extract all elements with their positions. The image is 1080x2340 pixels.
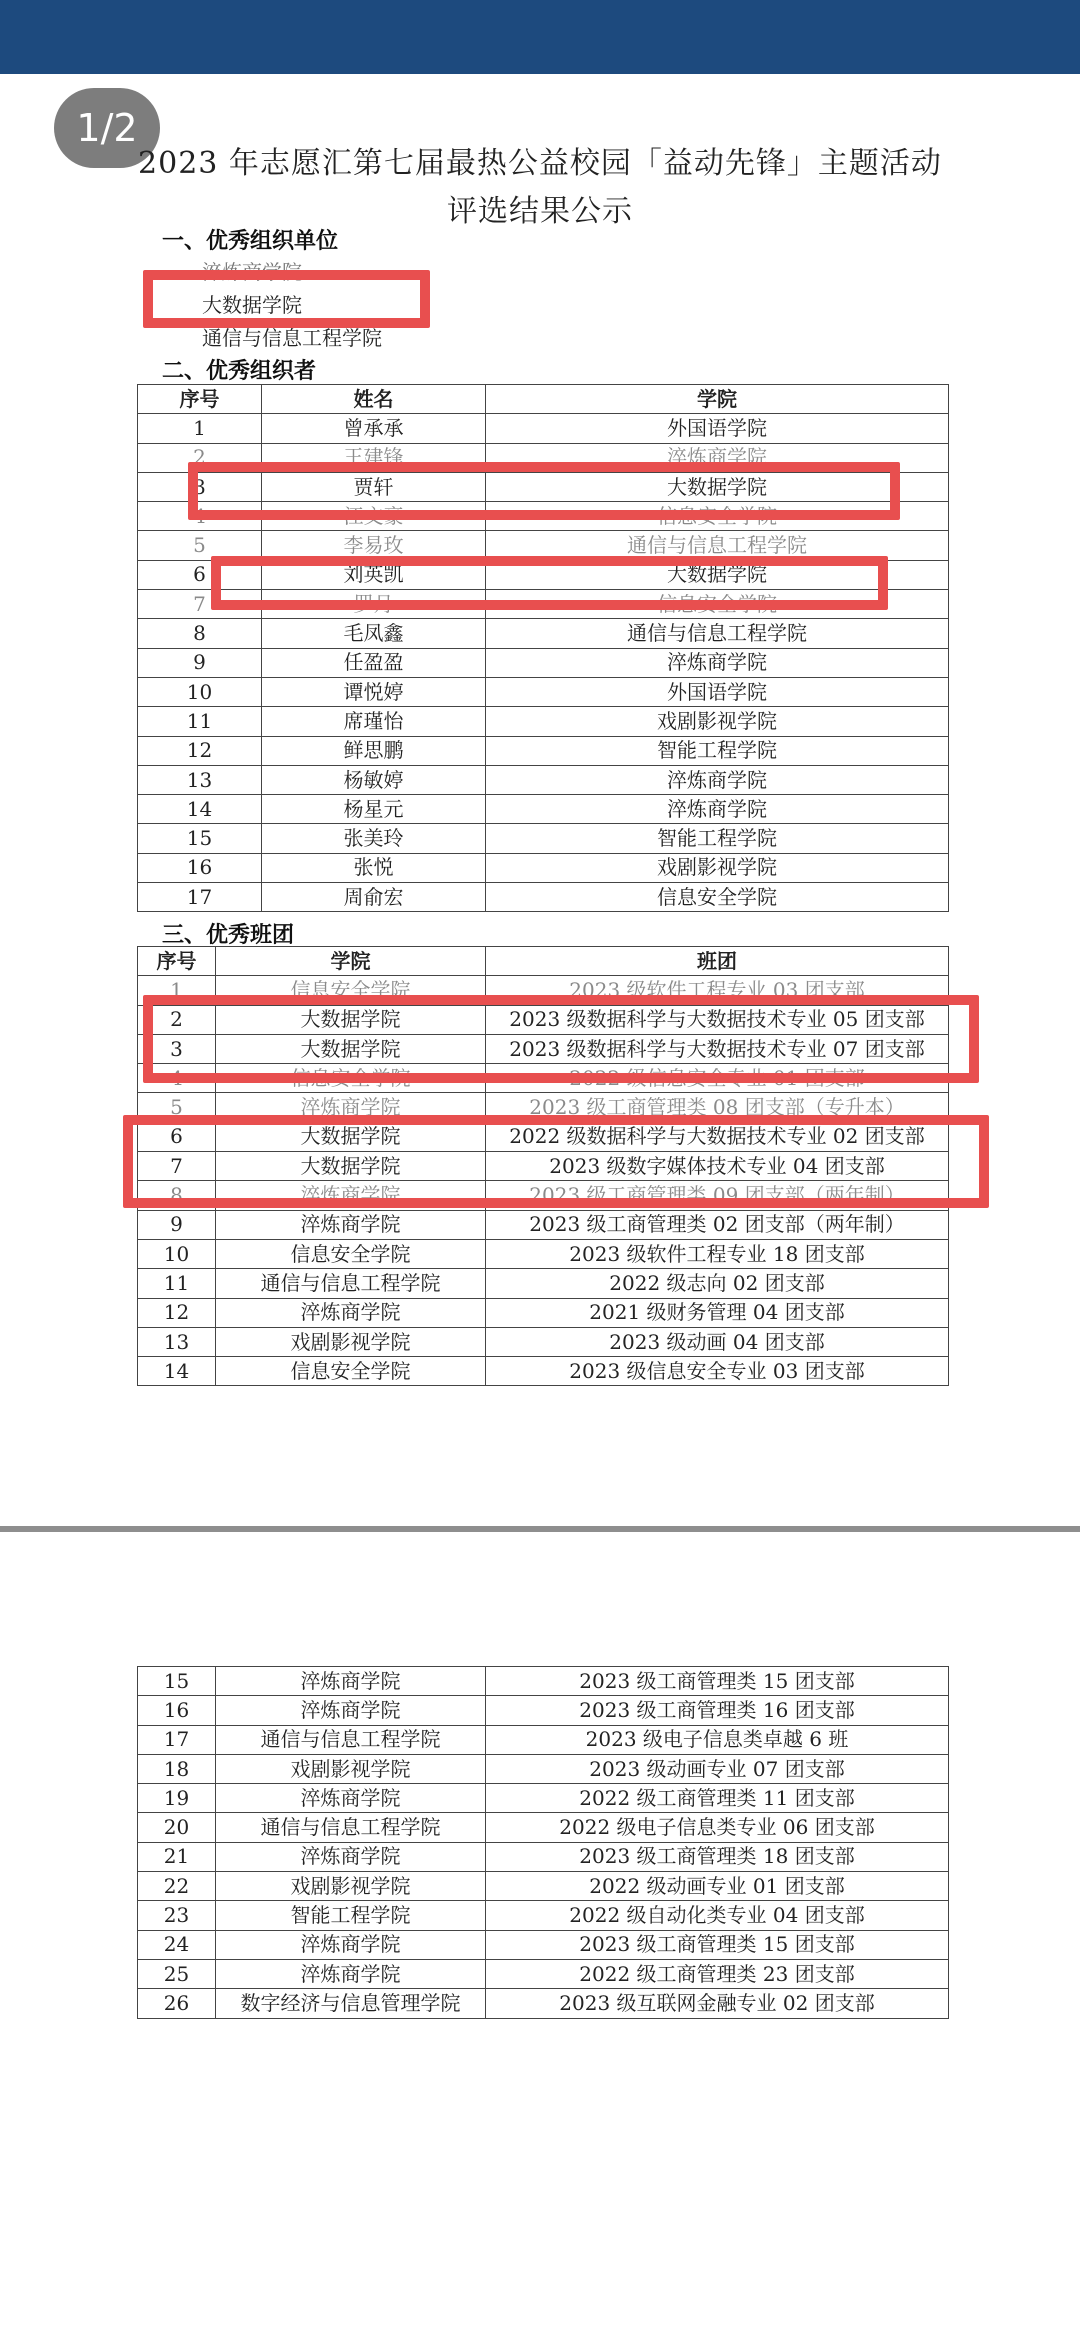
table-cell: 2023 级数据科学与大数据技术专业 05 团支部 bbox=[486, 1005, 949, 1034]
table-cell: 25 bbox=[138, 1959, 216, 1988]
table-row bbox=[138, 1357, 949, 1386]
table-row bbox=[138, 795, 949, 824]
table-cell: 淬炼商学院 bbox=[216, 1093, 486, 1122]
table-cell: 2023 级动画专业 07 团支部 bbox=[486, 1754, 949, 1783]
table-cell: 2023 级软件工程专业 03 团支部 bbox=[486, 976, 949, 1005]
table-cell: 3 bbox=[138, 1034, 216, 1063]
table-cell: 2023 级数字媒体技术专业 04 团支部 bbox=[486, 1152, 949, 1181]
table-cell: 淬炼商学院 bbox=[486, 443, 949, 472]
table-cell: 通信与信息工程学院 bbox=[486, 619, 949, 648]
table-cell: 2023 级动画 04 团支部 bbox=[486, 1327, 949, 1356]
page-divider bbox=[0, 1526, 1080, 1532]
top-app-bar bbox=[0, 0, 1080, 74]
table-cell: 江文豪 bbox=[262, 502, 486, 531]
table-cell: 12 bbox=[138, 736, 262, 765]
org-unit-item: 大数据学院 bbox=[202, 293, 302, 317]
table-cell: 7 bbox=[138, 590, 262, 619]
table-cell: 2023 级软件工程专业 18 团支部 bbox=[486, 1239, 949, 1268]
table-cell: 10 bbox=[138, 677, 262, 706]
table-cell: 毛凤鑫 bbox=[262, 619, 486, 648]
table-cell: 1 bbox=[138, 414, 262, 443]
highlight-box bbox=[143, 270, 430, 328]
table-cell: 淬炼商学院 bbox=[216, 1784, 486, 1813]
table-cell: 大数据学院 bbox=[486, 560, 949, 589]
table-cell: 曾承承 bbox=[262, 414, 486, 443]
table-cell: 2023 级电子信息类卓越 6 班 bbox=[486, 1725, 949, 1754]
table-cell: 信息安全学院 bbox=[216, 1357, 486, 1386]
table-cell: 16 bbox=[138, 1696, 216, 1725]
table-row bbox=[138, 1901, 949, 1930]
table-cell: 淬炼商学院 bbox=[486, 795, 949, 824]
table-row bbox=[138, 619, 949, 648]
table-cell: 17 bbox=[138, 1725, 216, 1754]
table-cell: 2 bbox=[138, 1005, 216, 1034]
table-cell: 刘英凯 bbox=[262, 560, 486, 589]
table-cell: 淬炼商学院 bbox=[216, 1959, 486, 1988]
table-row bbox=[138, 1754, 949, 1783]
table-cell: 19 bbox=[138, 1784, 216, 1813]
table-cell: 淬炼商学院 bbox=[216, 1210, 486, 1239]
table-cell: 谭悦婷 bbox=[262, 677, 486, 706]
table-row bbox=[138, 1784, 949, 1813]
table-row bbox=[138, 853, 949, 882]
table-cell: 杨敏婷 bbox=[262, 765, 486, 794]
class-table-continued bbox=[137, 1666, 949, 2019]
table-cell: 9 bbox=[138, 1210, 216, 1239]
org-unit-item: 通信与信息工程学院 bbox=[202, 326, 382, 350]
table-row bbox=[138, 1842, 949, 1871]
table-cell: 2023 级工商管理类 15 团支部 bbox=[486, 1930, 949, 1959]
table-cell: 2022 级信息安全专业 01 团支部 bbox=[486, 1064, 949, 1093]
highlight-box bbox=[143, 995, 979, 1083]
highlight-box bbox=[211, 556, 888, 610]
table-header-row bbox=[138, 385, 949, 414]
table-cell: 2022 级电子信息类专业 06 团支部 bbox=[486, 1813, 949, 1842]
table-cell: 2023 级数据科学与大数据技术专业 07 团支部 bbox=[486, 1034, 949, 1063]
table-cell: 1 bbox=[138, 976, 216, 1005]
table-cell: 2022 级动画专业 01 团支部 bbox=[486, 1872, 949, 1901]
table-cell: 2023 级工商管理类 18 团支部 bbox=[486, 1842, 949, 1871]
table-row bbox=[138, 883, 949, 912]
table-cell: 大数据学院 bbox=[216, 1005, 486, 1034]
table-cell: 13 bbox=[138, 765, 262, 794]
table-cell: 智能工程学院 bbox=[486, 736, 949, 765]
table-cell: 淬炼商学院 bbox=[216, 1842, 486, 1871]
table-cell: 通信与信息工程学院 bbox=[216, 1725, 486, 1754]
table-row bbox=[138, 1813, 949, 1842]
table-cell: 戏剧影视学院 bbox=[216, 1327, 486, 1356]
section1-heading: 一、优秀组织单位 bbox=[162, 229, 339, 254]
table-cell: 2022 级工商管理类 11 团支部 bbox=[486, 1784, 949, 1813]
table-cell: 周俞宏 bbox=[262, 883, 486, 912]
table-row bbox=[138, 1210, 949, 1239]
table-row bbox=[138, 1959, 949, 1988]
table-cell: 7 bbox=[138, 1152, 216, 1181]
table-cell: 12 bbox=[138, 1298, 216, 1327]
table-cell: 信息安全学院 bbox=[486, 590, 949, 619]
table-cell: 2023 级工商管理类 09 团支部（两年制） bbox=[486, 1181, 949, 1210]
org-unit-item: 淬炼商学院 bbox=[202, 260, 302, 284]
table-cell: 外国语学院 bbox=[486, 677, 949, 706]
table-cell: 信息安全学院 bbox=[216, 1239, 486, 1268]
header-cell: 学院 bbox=[216, 947, 486, 976]
table-cell: 2023 级信息安全专业 03 团支部 bbox=[486, 1357, 949, 1386]
section2-heading: 二、优秀组织者 bbox=[162, 359, 317, 384]
table-cell: 信息安全学院 bbox=[216, 976, 486, 1005]
table-row bbox=[138, 736, 949, 765]
table-cell: 智能工程学院 bbox=[486, 824, 949, 853]
table-cell: 16 bbox=[138, 853, 262, 882]
page-indicator-badge: 1/2 bbox=[54, 88, 160, 168]
table-cell: 2023 级工商管理类 02 团支部（两年制） bbox=[486, 1210, 949, 1239]
table-cell: 4 bbox=[138, 502, 262, 531]
table-cell: 淬炼商学院 bbox=[486, 765, 949, 794]
header-cell: 学院 bbox=[486, 385, 949, 414]
table-row bbox=[138, 1269, 949, 1298]
section3-heading: 三、优秀班团 bbox=[162, 923, 295, 948]
table-cell: 18 bbox=[138, 1754, 216, 1783]
table-cell: 5 bbox=[138, 1093, 216, 1122]
table-row bbox=[138, 677, 949, 706]
table-cell: 8 bbox=[138, 1181, 216, 1210]
table-cell: 淬炼商学院 bbox=[486, 648, 949, 677]
table-cell: 淬炼商学院 bbox=[216, 1181, 486, 1210]
table-cell: 24 bbox=[138, 1930, 216, 1959]
table-row bbox=[138, 648, 949, 677]
table-cell: 10 bbox=[138, 1239, 216, 1268]
table-cell: 数字经济与信息管理学院 bbox=[216, 1989, 486, 2018]
table-header-row bbox=[138, 947, 949, 976]
header-cell: 姓名 bbox=[262, 385, 486, 414]
table-cell: 罗月 bbox=[262, 590, 486, 619]
table-cell: 席瑾怡 bbox=[262, 707, 486, 736]
document-title: 2023 年志愿汇第七届最热公益校园「益动先锋」主题活动 bbox=[138, 146, 942, 181]
table-cell: 戏剧影视学院 bbox=[486, 707, 949, 736]
table-cell: 2022 级自动化类专业 04 团支部 bbox=[486, 1901, 949, 1930]
header-cell: 班团 bbox=[486, 947, 949, 976]
table-row bbox=[138, 1989, 949, 2018]
table-cell: 戏剧影视学院 bbox=[486, 853, 949, 882]
table-row bbox=[138, 1872, 949, 1901]
highlight-box bbox=[188, 462, 900, 520]
table-cell: 15 bbox=[138, 1667, 216, 1696]
table-row bbox=[138, 1930, 949, 1959]
table-cell: 14 bbox=[138, 795, 262, 824]
table-cell: 淬炼商学院 bbox=[216, 1667, 486, 1696]
table-row bbox=[138, 765, 949, 794]
table-cell: 4 bbox=[138, 1064, 216, 1093]
table-row bbox=[138, 1696, 949, 1725]
table-cell: 任盈盈 bbox=[262, 648, 486, 677]
table-cell: 通信与信息工程学院 bbox=[216, 1813, 486, 1842]
table-cell: 信息安全学院 bbox=[486, 502, 949, 531]
table-row bbox=[138, 1667, 949, 1696]
table-cell: 6 bbox=[138, 560, 262, 589]
table-cell: 淬炼商学院 bbox=[216, 1298, 486, 1327]
table-cell: 2023 级互联网金融专业 02 团支部 bbox=[486, 1989, 949, 2018]
table-cell: 大数据学院 bbox=[486, 472, 949, 501]
table-cell: 26 bbox=[138, 1989, 216, 2018]
table-cell: 外国语学院 bbox=[486, 414, 949, 443]
table-row bbox=[138, 1327, 949, 1356]
table-row bbox=[138, 1725, 949, 1754]
table-cell: 通信与信息工程学院 bbox=[486, 531, 949, 560]
table-cell: 戏剧影视学院 bbox=[216, 1872, 486, 1901]
table-cell: 3 bbox=[138, 472, 262, 501]
table-cell: 17 bbox=[138, 883, 262, 912]
table-cell: 鲜思鹏 bbox=[262, 736, 486, 765]
table-cell: 戏剧影视学院 bbox=[216, 1754, 486, 1783]
table-cell: 王建锋 bbox=[262, 443, 486, 472]
table-cell: 2023 级工商管理类 15 团支部 bbox=[486, 1667, 949, 1696]
table-row bbox=[138, 1298, 949, 1327]
table-cell: 淬炼商学院 bbox=[216, 1696, 486, 1725]
table-cell: 贾轩 bbox=[262, 472, 486, 501]
table-row bbox=[138, 824, 949, 853]
table-row bbox=[138, 707, 949, 736]
table-cell: 信息安全学院 bbox=[486, 883, 949, 912]
table-cell: 13 bbox=[138, 1327, 216, 1356]
document-subtitle: 评选结果公示 bbox=[447, 194, 633, 229]
table-cell: 9 bbox=[138, 648, 262, 677]
table-cell: 14 bbox=[138, 1357, 216, 1386]
table-cell: 2023 级工商管理类 08 团支部（专升本） bbox=[486, 1093, 949, 1122]
header-cell: 序号 bbox=[138, 947, 216, 976]
table-cell: 大数据学院 bbox=[216, 1152, 486, 1181]
table-cell: 大数据学院 bbox=[216, 1122, 486, 1151]
table-cell: 通信与信息工程学院 bbox=[216, 1269, 486, 1298]
table-cell: 2022 级数据科学与大数据技术专业 02 团支部 bbox=[486, 1122, 949, 1151]
table-cell: 15 bbox=[138, 824, 262, 853]
header-cell: 序号 bbox=[138, 385, 262, 414]
table-cell: 11 bbox=[138, 707, 262, 736]
table-cell: 张悦 bbox=[262, 853, 486, 882]
table-cell: 2 bbox=[138, 443, 262, 472]
table-cell: 20 bbox=[138, 1813, 216, 1842]
table-cell: 李易玫 bbox=[262, 531, 486, 560]
table-cell: 11 bbox=[138, 1269, 216, 1298]
table-cell: 张美玲 bbox=[262, 824, 486, 853]
table-cell: 大数据学院 bbox=[216, 1034, 486, 1063]
table-cell: 2023 级工商管理类 16 团支部 bbox=[486, 1696, 949, 1725]
table-cell: 2021 级财务管理 04 团支部 bbox=[486, 1298, 949, 1327]
table-row bbox=[138, 414, 949, 443]
table-cell: 2022 级志向 02 团支部 bbox=[486, 1269, 949, 1298]
table-cell: 5 bbox=[138, 531, 262, 560]
table-cell: 23 bbox=[138, 1901, 216, 1930]
table-cell: 杨星元 bbox=[262, 795, 486, 824]
table-cell: 信息安全学院 bbox=[216, 1064, 486, 1093]
table-cell: 2022 级工商管理类 23 团支部 bbox=[486, 1959, 949, 1988]
table-cell: 21 bbox=[138, 1842, 216, 1871]
table-cell: 22 bbox=[138, 1872, 216, 1901]
table-cell: 8 bbox=[138, 619, 262, 648]
highlight-box bbox=[123, 1115, 989, 1208]
table-cell: 智能工程学院 bbox=[216, 1901, 486, 1930]
table-row bbox=[138, 1239, 949, 1268]
table-cell: 淬炼商学院 bbox=[216, 1930, 486, 1959]
table-cell: 6 bbox=[138, 1122, 216, 1151]
